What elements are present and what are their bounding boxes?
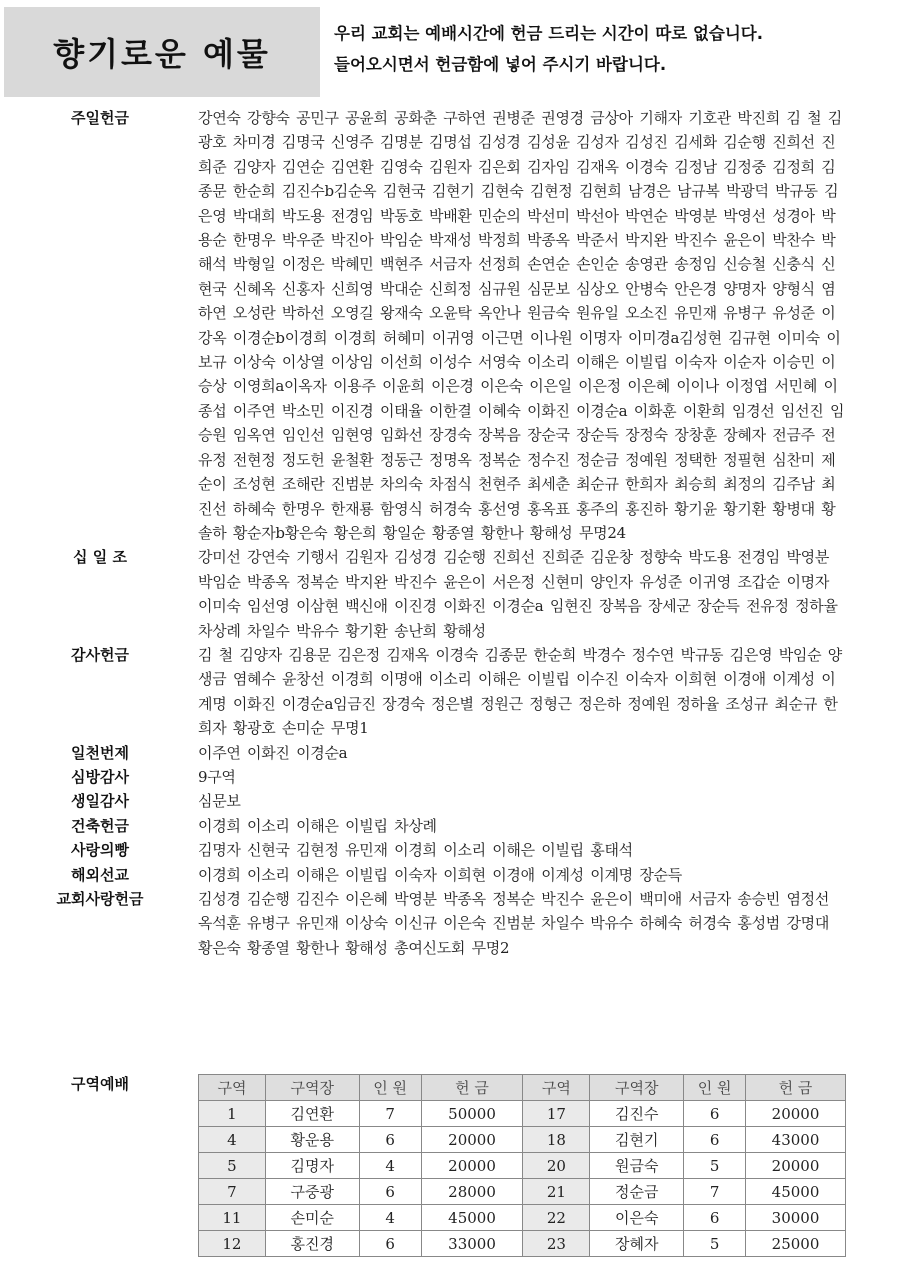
- column-header: 헌 금: [421, 1075, 523, 1101]
- section-bread-of-love: [0, 838, 900, 862]
- district-number-cell: 20: [523, 1153, 590, 1179]
- column-header: 구역장: [590, 1075, 684, 1101]
- member-count-cell: 4: [359, 1205, 421, 1231]
- section-thousand-offering: [0, 741, 900, 765]
- district-leader-cell: 원금숙: [590, 1153, 684, 1179]
- section-names: 이경희 이소리 이해은 이빌립 이숙자 이희현 이경애 이계성 이계명 장순득: [198, 865, 682, 884]
- column-header: 인 원: [359, 1075, 421, 1101]
- offering-amount-cell: 50000: [421, 1101, 523, 1127]
- offering-amount-cell: 45000: [421, 1205, 523, 1231]
- district-leader-cell: 김연환: [265, 1101, 359, 1127]
- offering-amount-cell: 45000: [746, 1179, 846, 1205]
- column-header: 헌 금: [746, 1075, 846, 1101]
- district-leader-cell: 김진수: [590, 1101, 684, 1127]
- offering-amount-cell: 28000: [421, 1179, 523, 1205]
- column-header: 인 원: [684, 1075, 746, 1101]
- column-header: 구역: [523, 1075, 590, 1101]
- section-names: 강미선 강연숙 기행서 김원자 김성경 김순행 진희선 진희준 김운창 정향숙 박도용 전경임 박영분 박임순 박종옥 정복순 박지완 박진수 윤은이 서은정 신현미 양인자 유성준 이귀영 조갑순 이명자 이미숙 임선영 이삼현 백신애 이진경 이화진 이경순a 임현진 장복음 장세군 장순득 전유정 정하율 차상례 차일수 박유수 황기환 송난희 황해성: [198, 548, 838, 640]
- member-count-cell: 6: [684, 1101, 746, 1127]
- section-names: 김명자 신현국 김현정 유민재 이경희 이소리 이해은 이빌립 홍태석: [198, 841, 633, 860]
- section-label: 십 일 조: [73, 548, 127, 567]
- district-number-cell: 11: [199, 1205, 266, 1231]
- district-leader-cell: 홍진경: [265, 1231, 359, 1257]
- district-leader-cell: 황운용: [265, 1127, 359, 1153]
- table-row: [199, 1127, 846, 1153]
- section-names: 김성경 김순행 김진수 이은혜 박영분 박종옥 정복순 박진수 윤은이 백미애 서금자 송승빈 염정선 옥석훈 유병구 유민재 이상숙 이신규 이은숙 진범분 차일수 박유수 하혜숙 허경숙 홍성범 강명대 황은숙 황종열 황한나 황해성 총여신도회 무명2: [198, 890, 830, 957]
- offering-amount-cell: 20000: [421, 1127, 523, 1153]
- notice-line-2: 들어오시면서 헌금함에 넣어 주시기 바랍니다.: [334, 55, 667, 74]
- member-count-cell: 4: [359, 1153, 421, 1179]
- table-row: [199, 1205, 846, 1231]
- district-worship-table: [198, 1074, 846, 1257]
- section-overseas-mission: [0, 863, 900, 887]
- district-number-cell: 5: [199, 1153, 266, 1179]
- district-number-cell: 12: [199, 1231, 266, 1257]
- section-building-fund: [0, 814, 900, 838]
- column-header: 구역: [199, 1075, 266, 1101]
- district-worship-label: 구역예배: [71, 1075, 129, 1093]
- offering-amount-cell: 20000: [746, 1101, 846, 1127]
- title-box: [4, 7, 320, 97]
- section-names: 이경희 이소리 이해은 이빌립 차상례: [198, 816, 437, 835]
- district-leader-cell: 김현기: [590, 1127, 684, 1153]
- district-leader-cell: 구중광: [265, 1179, 359, 1205]
- district-leader-cell: 손미순: [265, 1205, 359, 1231]
- section-names: 이주연 이화진 이경순a: [198, 743, 348, 762]
- district-leader-cell: 정순금: [590, 1179, 684, 1205]
- section-label: 주일헌금: [71, 109, 129, 127]
- section-label: 심방감사: [71, 767, 129, 786]
- district-number-cell: 21: [523, 1179, 590, 1205]
- district-leader-cell: 장혜자: [590, 1231, 684, 1257]
- district-number-cell: 17: [523, 1101, 590, 1127]
- section-sunday-offering: [0, 106, 900, 545]
- member-count-cell: 5: [684, 1153, 746, 1179]
- section-label: 사랑의빵: [71, 841, 129, 860]
- section-names: 9구역: [198, 767, 236, 786]
- member-count-cell: 6: [359, 1179, 421, 1205]
- district-number-cell: 7: [199, 1179, 266, 1205]
- table-row: [199, 1153, 846, 1179]
- section-tithe: [0, 545, 900, 643]
- column-header: 구역장: [265, 1075, 359, 1101]
- section-label: 감사헌금: [71, 645, 129, 664]
- section-label: 해외선교: [71, 865, 129, 884]
- page-title: 향기로운 예물: [53, 35, 271, 73]
- district-number-cell: 18: [523, 1127, 590, 1153]
- member-count-cell: 6: [684, 1205, 746, 1231]
- section-birthday-thanks: [0, 789, 900, 813]
- section-names: 강연숙 강향숙 공민구 공윤희 공화춘 구하연 권병준 권영경 금상아 기해자 기호관 박진희 김 철 김광호 차미경 김명국 신영주 김명분 김명섭 김성경 김성윤 김성자 김성진 김세화 김순행 진희선 진희준 김양자 김연순 김연환 김영숙 김원자 김은회 김자임 김재옥 이경숙 김정남 김정중 김정희 김종문 한순희 김진수b김순옥 김현국 김현기 김현숙 김현정 김현희 남경은 남규복 박광덕 박규동 김은영 박대희 박도용 전경임 박동호 박배환 민순의 박선미 박선아 박연순 박영분 박영선 성경아 박용순 한명우 박우준 박진아 박임순 박재성 박정희 박종옥 박준서 박지완 박진수 윤은이 박찬수 박해석 박형일 이정은 박혜민 백현주 서금자 선정희 손연순 손인순 송영관 송정임 신승철 신충식 신현국 신혜옥 신홍자 신희영 박대순 신희정 심규원 심문보 심상오 안병숙 안은경 양명자 양형식 염하연 오성란 박하선 오영길 왕재숙 오윤탁 옥안나 원금숙 원유일 오소진 유민재 유병구 유성준 이강옥 이경순b이경희 이경희 허혜미 이귀영 이근면 이나원 이명자 이미경a김성현 김규현 이미숙 이보규 이상숙 이상열 이상임 이선희 이성수 서영숙 이소리 이해은 이빌립 이숙자 이순자 이승민 이승상 이영희a이옥자 이용주 이윤희 이은경 이은숙 이은일 이은정 이은혜 이이나 이정엽 서민혜 이종섭 이주연 박소민 이진경 이태율 이한결 이혜숙 이화진 이경순a 이화훈 이환희 임경선 임선진 임승원 임옥연 임인선 임현영 임화선 장경숙 장복음 장순국 장순득 장정숙 장창훈 장혜자 전금주 전유정 전현정 정도헌 윤철환 정동근 정명옥 정복순 정수진 정순금 정예원 정택한 정필현 심찬미 제순이 조성현 조해란 진범분 차의숙 차점식 천현주 최세춘 최순규 한희자 최승희 최정의 김주남 최진선 하혜숙 한명우 한재룡 함영식 허경숙 홍선영 홍옥표 홍주의 홍진하 황기윤 황기환 황병대 황솔하 황순자b황은숙 황은희 황일순 황종열 황한나 황해성 무명24: [198, 109, 845, 542]
- district-number-cell: 22: [523, 1205, 590, 1231]
- section-label: 일천번제: [71, 743, 129, 762]
- section-thanksgiving: [0, 643, 900, 741]
- member-count-cell: 6: [359, 1231, 421, 1257]
- table-row: [199, 1231, 846, 1257]
- offering-sections: [0, 106, 900, 960]
- offering-amount-cell: 30000: [746, 1205, 846, 1231]
- section-names: 심문보: [198, 792, 241, 811]
- section-label: 생일감사: [71, 792, 129, 811]
- notice-line-1: 우리 교회는 예배시간에 헌금 드리는 시간이 따로 없습니다.: [334, 24, 764, 43]
- table-row: [199, 1101, 846, 1127]
- section-church-love-offering: [0, 887, 900, 960]
- section-names: 김 철 김양자 김용문 김은정 김재옥 이경숙 김종문 한순희 박경수 정수연 박규동 김은영 박임순 양생금 염혜수 윤창선 이경희 이명애 이소리 이해은 이빌립 이수진 이숙자 이희현 이경애 이계성 이계명 이화진 이경순a임금진 장경숙 정은별 정원근 정형근 정은하 정예원 정하율 조성규 최순규 한희자 황광호 손미순 무명1: [198, 645, 842, 738]
- member-count-cell: 7: [684, 1179, 746, 1205]
- district-leader-cell: 이은숙: [590, 1205, 684, 1231]
- section-visit-thanks: [0, 765, 900, 789]
- section-label: 교회사랑헌금: [56, 890, 144, 908]
- offering-amount-cell: 20000: [421, 1153, 523, 1179]
- offering-amount-cell: 25000: [746, 1231, 846, 1257]
- offering-notice: [334, 18, 894, 80]
- district-number-cell: 1: [199, 1101, 266, 1127]
- district-leader-cell: 김명자: [265, 1153, 359, 1179]
- district-number-cell: 23: [523, 1231, 590, 1257]
- member-count-cell: 6: [359, 1127, 421, 1153]
- offering-amount-cell: 33000: [421, 1231, 523, 1257]
- offering-amount-cell: 20000: [746, 1153, 846, 1179]
- offering-amount-cell: 43000: [746, 1127, 846, 1153]
- member-count-cell: 5: [684, 1231, 746, 1257]
- table-header-row: [199, 1075, 846, 1101]
- member-count-cell: 6: [684, 1127, 746, 1153]
- table-row: [199, 1179, 846, 1205]
- member-count-cell: 7: [359, 1101, 421, 1127]
- section-label: 건축헌금: [71, 816, 129, 835]
- district-number-cell: 4: [199, 1127, 266, 1153]
